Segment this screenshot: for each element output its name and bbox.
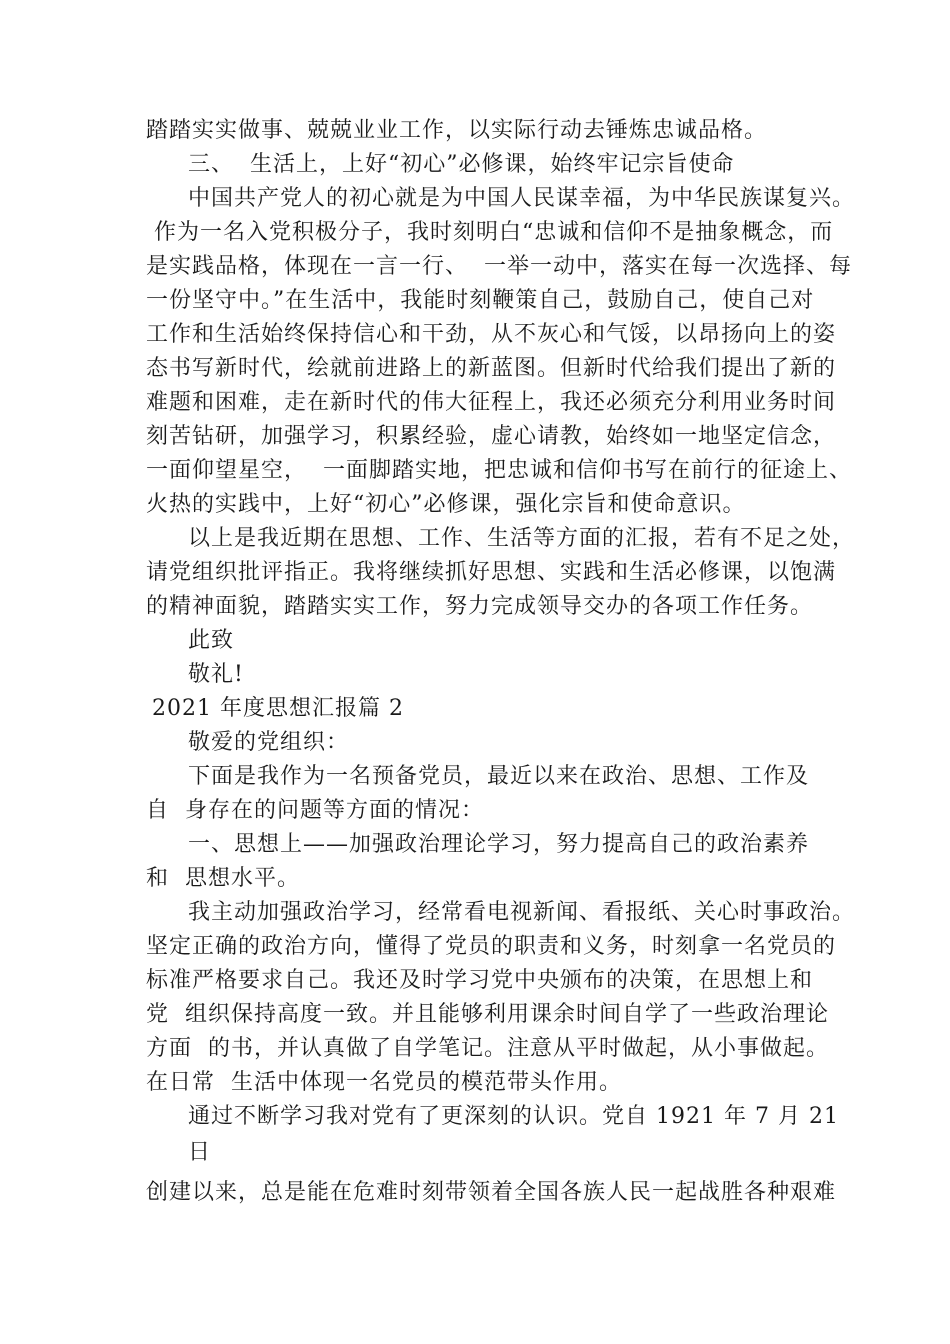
text-line: 请党组织批评指正。我将继续抓好思想、实践和生活必修课，以饱满 — [146, 560, 837, 585]
text-line: 一面仰望星空， 一面脚踏实地，把忠诚和信仰书写在前行的征途上、 — [146, 458, 852, 483]
text-line: 我主动加强政治学习，经常看电视新闻、看报纸、关心时事政治。 — [188, 900, 856, 925]
closing-salute: 敬礼! — [188, 662, 244, 687]
text-line: 是实践品格，体现在一言一行、 一举一动中，落实在每一次选择、每 — [146, 254, 852, 279]
section-heading: 一、思想上——加强政治理论学习，努力提高自己的政治素养 — [188, 832, 810, 857]
text-line: 标准严格要求自己。我还及时学习党中央颁布的决策，在思想上和 — [146, 968, 814, 993]
text-line: 中国共产党人的初心就是为中国人民谋幸福，为中华民族谋复兴。 — [188, 186, 856, 211]
text-line: 通过不断学习我对党有了更深刻的认识。党自 1921 年 7 月 21 — [188, 1104, 839, 1129]
text-line: 刻苦钻研，加强学习，积累经验，虚心请教，始终如一地坚定信念， — [146, 424, 837, 449]
text-line: 难题和困难，走在新时代的伟大征程上，我还必须充分利用业务时间 — [146, 390, 837, 415]
section-heading: 三、 生活上，上好“初心”必修课，始终牢记宗旨使命 — [188, 152, 735, 177]
text-line: 在日常 生活中体现一名党员的模范带头作用。 — [146, 1070, 622, 1095]
text-line: 踏踏实实做事、兢兢业业工作，以实际行动去锤炼忠诚品格。 — [146, 118, 768, 143]
text-line: 下面是我作为一名预备党员，最近以来在政治、思想、工作及 — [188, 764, 810, 789]
closing-line: 此致 — [188, 628, 235, 653]
text-line: 坚定正确的政治方向，懂得了党员的职责和义务，时刻拿一名党员的 — [146, 934, 837, 959]
text-line: 的精神面貌，踏踏实实工作，努力完成领导交办的各项工作任务。 — [146, 594, 814, 619]
text-line: 自 身存在的问题等方面的情况： — [146, 798, 484, 823]
text-line: 党 组织保持高度一致。并且能够利用课余时间自学了一些政治理论 — [146, 1002, 829, 1027]
text-line: 火热的实践中，上好“初心”必修课，强化宗旨和使命意识。 — [146, 492, 746, 517]
text-line: 态书写新时代，绘就前进路上的新蓝图。但新时代给我们提出了新的 — [146, 356, 837, 381]
salutation: 敬爱的党组织： — [188, 730, 350, 755]
text-line: 工作和生活始终保持信心和干劲，从不灰心和气馁，以昂扬向上的姿 — [146, 322, 837, 347]
text-line: 一份坚守中。”在生活中，我能时刻鞭策自己，鼓励自己，使自己对 — [146, 288, 815, 313]
text-line: 以上是我近期在思想、工作、生活等方面的汇报，若有不足之处， — [188, 526, 856, 551]
text-line: 创建以来，总是能在危难时刻带领着全国各族人民一起战胜各种艰难 — [146, 1180, 837, 1205]
text-line: 方面 的书，并认真做了自学笔记。注意从平时做起，从小事做起。 — [146, 1036, 829, 1061]
text-line: 和 思想水平。 — [146, 866, 300, 891]
text-line: 作为一名入党积极分子，我时刻明白“忠诚和信仰不是抽象概念，而 — [154, 220, 834, 245]
article-title: 2021 年度思想汇报篇 2 — [152, 696, 404, 721]
text-line: 日 — [188, 1140, 212, 1165]
